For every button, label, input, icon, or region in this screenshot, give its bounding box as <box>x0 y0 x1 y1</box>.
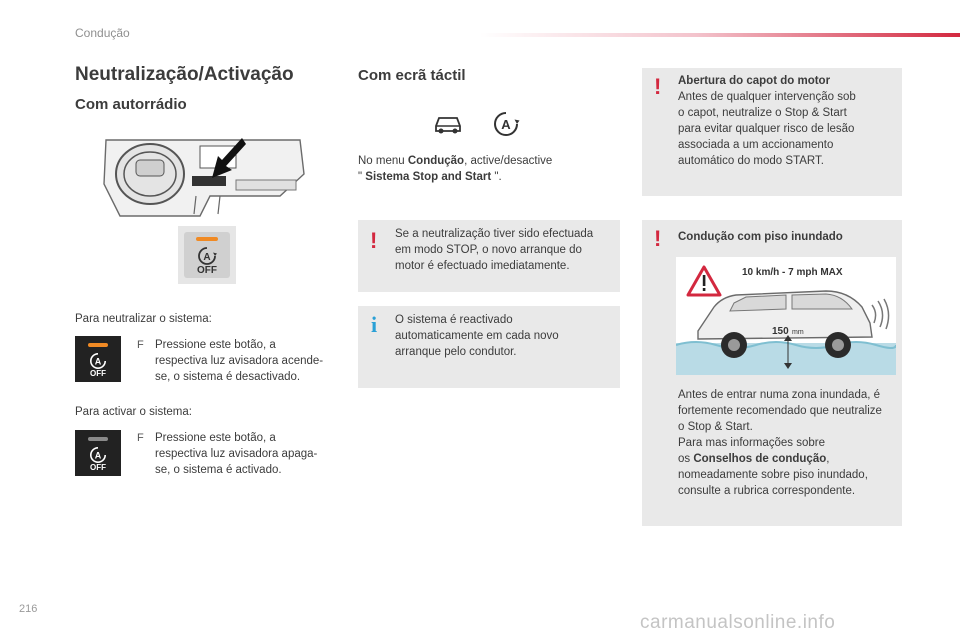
off-label: OFF <box>197 265 217 276</box>
stop-start-a-icon <box>89 352 107 370</box>
stop-start-a-icon <box>89 446 107 464</box>
warning-note-text: Se a neutralização tiver sido efectuada em modo STOP, o novo arranque do motor é efectuado imediatamente. <box>395 228 594 272</box>
button-lamp-off <box>75 430 121 476</box>
heading-com-ecra-tactil: Com ecrã táctil <box>358 67 466 84</box>
svg-text:150: 150 <box>772 326 789 337</box>
info-icon: i <box>371 312 378 337</box>
hood-note-text: Abertura do capot do motor Antes de qualquer intervenção sob o capot, neutralize o Stop & Start para evitar qualquer risco de lesão associada a um accionamento automático do modo START. <box>678 75 856 167</box>
warning-icon: ! <box>654 74 662 99</box>
warning-note-hood <box>642 68 902 196</box>
warning-lamp-on <box>196 237 218 241</box>
heading-com-autorradio: Com autorrádio <box>75 96 187 113</box>
svg-text:A: A <box>203 252 211 263</box>
warning-note-restart <box>358 220 620 292</box>
flood-note-text: Antes de entrar numa zona inundada, é fortemente recomendado que neutralize o Stop & Start. Para mas informações sobre os Conselhos de condução, nomeadamente sobre piso inundado, consulte a rubrica correspondente. <box>678 389 882 497</box>
svg-text:10 km/h - 7 mph MAX: 10 km/h - 7 mph MAX <box>742 267 843 278</box>
touchscreen-menu-text: No menu Condução, active/desactive " Sistema Stop and Start ". <box>358 155 553 183</box>
section-label: Condução <box>75 26 130 40</box>
warning-icon: ! <box>654 226 662 251</box>
warning-icon: ! <box>370 228 378 253</box>
off-label: OFF <box>90 463 106 472</box>
stop-start-a-icon <box>492 110 520 138</box>
flooded-road-illustration <box>676 257 896 375</box>
activate-intro: Para activar o sistema: <box>75 406 192 418</box>
info-note-reactivation <box>358 306 620 388</box>
button-lamp-on <box>75 336 121 382</box>
svg-text:mm: mm <box>792 329 804 336</box>
activate-instructions: Pressione este botão, a respectiva luz avisadora apaga- se, o sistema é activado. <box>155 432 318 476</box>
watermark: carmanualsonline.info <box>640 612 836 633</box>
svg-text:A: A <box>501 117 511 132</box>
bullet-icon: F <box>137 432 144 444</box>
stop-start-a-icon <box>197 246 217 266</box>
orange-lamp <box>88 343 108 347</box>
stop-start-off-button[interactable] <box>184 232 230 278</box>
svg-text:A: A <box>94 450 102 461</box>
off-label: OFF <box>90 369 106 378</box>
neutralize-intro: Para neutralizar o sistema: <box>75 313 212 325</box>
page-title: Neutralização/Activação <box>75 64 294 85</box>
flood-note-title: Condução com piso inundado <box>678 231 843 243</box>
car-icon <box>432 112 464 136</box>
section-color-bar <box>480 33 960 37</box>
info-note-text: O sistema é reactivado automaticamente em cada novo arranque pelo condutor. <box>395 314 559 358</box>
svg-text:A: A <box>94 356 102 367</box>
console-button-panel <box>178 226 236 284</box>
bullet-icon: F <box>137 339 144 351</box>
page-number: 216 <box>19 603 38 615</box>
gray-lamp <box>88 437 108 441</box>
neutralize-instructions: Pressione este botão, a respectiva luz avisadora acende- se, o sistema é desactivado. <box>155 339 324 383</box>
dashboard-illustration <box>100 134 308 224</box>
